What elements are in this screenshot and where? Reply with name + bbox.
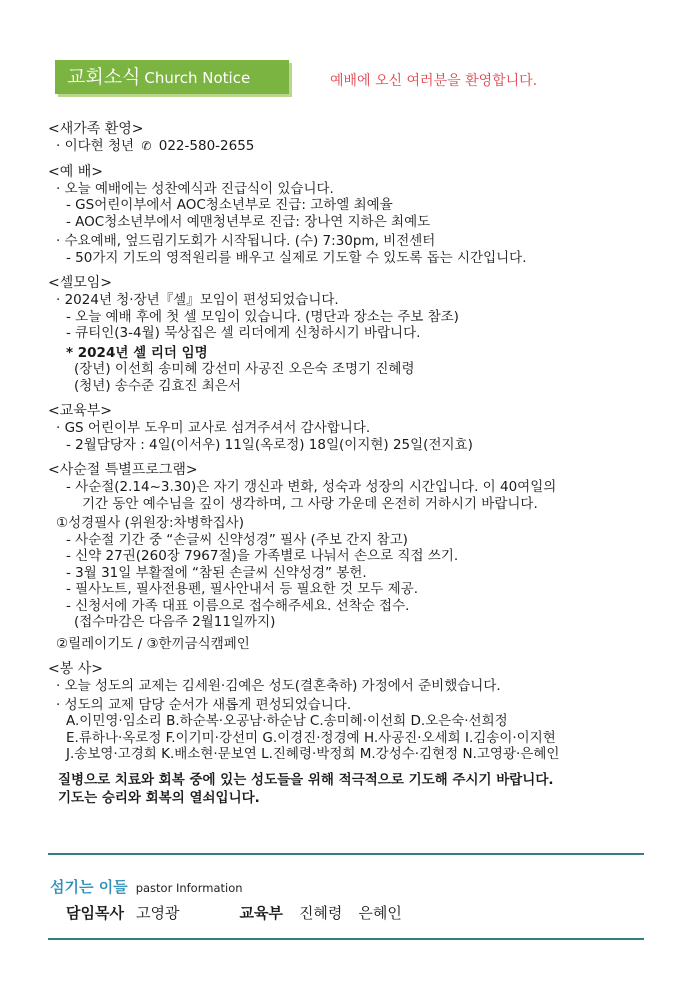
section-new-family	[48, 120, 653, 155]
section-heading: <새가족 환영>	[48, 121, 144, 137]
section-service	[48, 660, 653, 763]
section-heading: <예 배>	[48, 163, 103, 180]
list-item: - GS어린이부에서 AOC청소년부로 진급: 고하엘 최예율	[66, 197, 393, 213]
banner-title-en: Church Notice	[144, 69, 251, 87]
phone-number: 022-580-2655	[158, 138, 255, 154]
senior-pastor-label: 담임목사	[66, 904, 124, 922]
education-label: 교육부	[239, 904, 283, 922]
list-item: 기간 동안 예수님을 깊이 생각하며, 그 사랑 가운데 온전히 거하시기 바랍니다.	[82, 495, 538, 512]
pastor-info-title	[50, 876, 243, 897]
list-item: - 3월 31일 부활절에 “참된 손글씨 신약성경” 봉헌.	[66, 564, 367, 581]
section-cell	[48, 274, 653, 394]
service-group-row: A.이민영·임소리 B.하순복·오공남·하순남 C.송미혜·이선희 D.오은숙·선희정	[66, 713, 508, 729]
notice-content	[48, 120, 653, 807]
list-item: · 2024년 청·장년『셀』모임이 편성되었습니다.	[56, 292, 339, 308]
pastor-title-kr: 섬기는 이들	[50, 878, 128, 896]
divider	[48, 853, 644, 855]
prayer-request	[48, 771, 653, 807]
list-item: - 큐티인(3-4월) 묵상집은 셀 리더에게 신청하시기 바랍니다.	[66, 325, 421, 341]
education-name: 은혜인	[358, 904, 402, 922]
list-item: - 사순절(2.14~3.30)은 자기 갱신과 변화, 성숙과 성장의 시간입니다. 이 40여일의	[66, 479, 557, 495]
church-notice-banner	[55, 60, 289, 94]
list-item: - 2월담당자 : 4일(이서우) 11일(옥로정) 18일(이지현) 25일(전지효)	[66, 436, 473, 453]
list-item: - AOC청소년부에서 예맨청년부로 진급: 장나연 지하은 최예도	[66, 213, 431, 230]
list-item: (접수마감은 다음주 2월11일까지)	[74, 614, 276, 630]
section-education	[48, 402, 653, 453]
phone-icon: ✆	[141, 139, 152, 153]
welcome-message: 예배에 오신 여러분을 환영합니다.	[330, 73, 538, 89]
section-heading: <사순절 특별프로그램>	[48, 462, 198, 478]
list-item: (장년) 이선희 송미혜 강선미 사공진 오은숙 조명기 진혜령	[74, 361, 415, 377]
divider	[48, 938, 644, 940]
list-item: (청년) 송수준 김효진 최은서	[74, 377, 241, 394]
section-lent	[48, 461, 653, 652]
lent-item-bible-copy: ①성경필사 (위원장:차병학집사)	[56, 515, 244, 531]
service-group-row: E.류하나·옥로정 F.이기미·강선미 G.이경진·정경예 H.사공진·오세희 I.김송이·이지현	[66, 729, 556, 746]
list-item: - 사순절 기간 중 “손글씨 신약성경” 필사 (주보 간지 참고)	[66, 531, 408, 548]
list-item: · 오늘 예배에는 성찬예식과 진급식이 있습니다.	[56, 180, 334, 197]
list-item: - 신약 27권(260장 7967절)을 가족별로 나눠서 손으로 직접 쓰기.	[66, 548, 459, 564]
list-item: - 오늘 예배 후에 첫 셀 모임이 있습니다. (명단과 장소는 주보 참조)	[66, 308, 459, 325]
section-heading: <봉 사>	[48, 661, 103, 677]
list-item: · GS 어린이부 도우미 교사로 섬겨주셔서 감사합니다.	[56, 420, 371, 436]
banner-title-kr: 교회소식	[67, 66, 141, 88]
list-item: · 오늘 성도의 교제는 김세원·김예은 성도(결혼축하) 가정에서 준비했습니다.	[56, 678, 501, 694]
pastor-info-row	[66, 902, 402, 923]
list-item: - 신청서에 가족 대표 이름으로 접수해주세요. 선착순 접수.	[66, 597, 410, 614]
section-heading: <교육부>	[48, 403, 113, 419]
senior-pastor-name: 고영광	[135, 904, 180, 922]
list-item: · 수요예배, 엎드림기도회가 시작됩니다. (수) 7:30pm, 비전센터	[56, 233, 436, 249]
list-item: - 50가지 기도의 영적원리를 배우고 실제로 기도할 수 있도록 돕는 시간입니다.	[66, 249, 527, 266]
section-heading: <셀모임>	[48, 275, 113, 291]
new-family-name: · 이다현 청년	[56, 138, 135, 154]
education-name: 진혜령	[298, 904, 343, 922]
list-item: · 성도의 교제 담당 순서가 새롭게 편성되었습니다.	[56, 696, 352, 713]
pastor-title-en: pastor Information	[135, 881, 243, 895]
service-group-row: J.송보영·고경희 K.배소현·문보연 L.진혜령·박정희 M.강성수·김현정 N.고영광·은혜인	[66, 746, 560, 762]
new-family-line	[48, 138, 653, 155]
list-item: - 필사노트, 필사전용펜, 필사안내서 등 필요한 것 모두 제공.	[66, 581, 419, 597]
leaders-title: * 2024년 셀 리더 임명	[66, 344, 208, 361]
prayer-line: 질병으로 치료와 회복 중에 있는 성도들을 위해 적극적으로 기도해 주시기 바랍니다.	[58, 771, 554, 788]
prayer-line: 기도는 승리와 회복의 열쇠입니다.	[58, 789, 260, 806]
section-worship	[48, 163, 653, 267]
lent-item-relay-prayer: ②릴레이기도 / ③한끼금식캠페인	[56, 635, 250, 652]
